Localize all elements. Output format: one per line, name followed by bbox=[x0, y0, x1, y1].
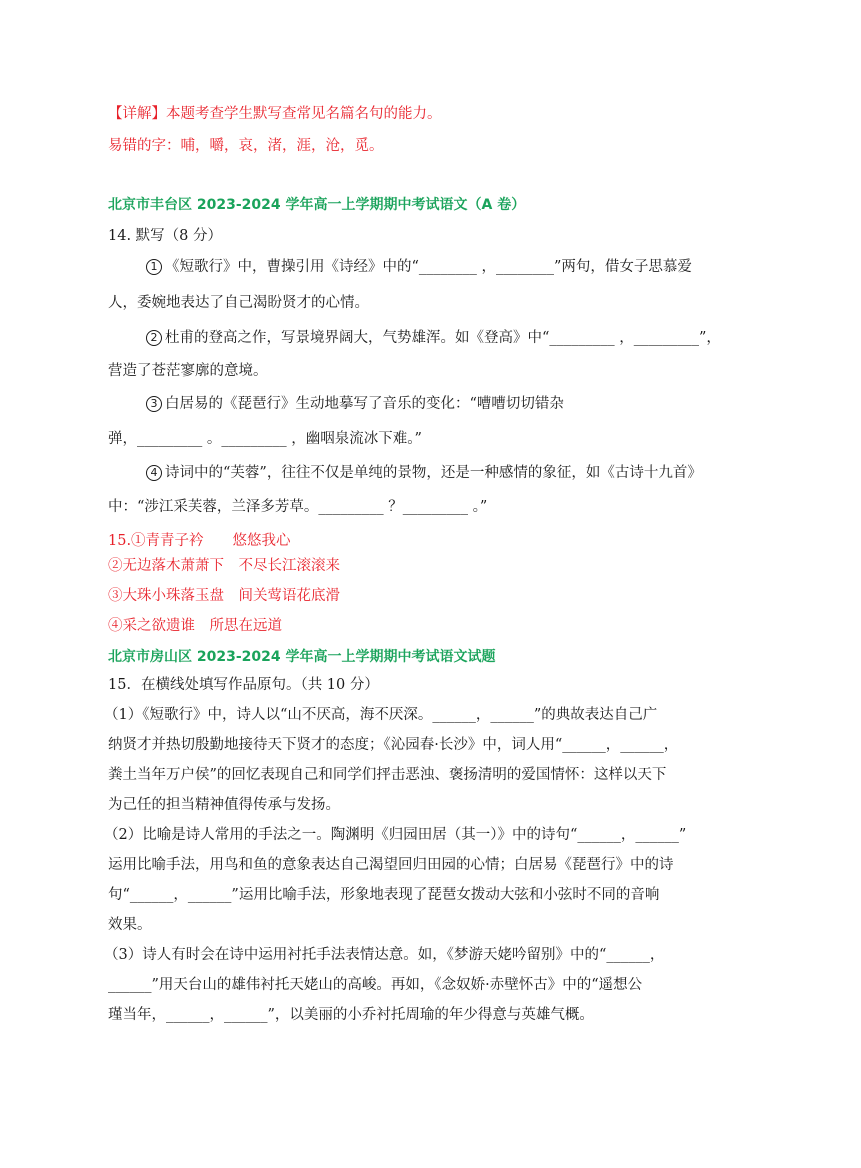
answer-detail: 【详解】本题考查学生默写查常见名篇名句的能力。 bbox=[108, 106, 442, 122]
item-text: 杜甫的登高之作，写景境界阔大，气势雄浑。如《登高》中“_________ ，_________”， bbox=[165, 330, 721, 346]
answer-line-4: ④采之欲遗谁 所思在远道 bbox=[108, 618, 282, 634]
answer-line-2: ②无边落木萧萧下 不尽长江滚滚来 bbox=[108, 558, 340, 574]
item-3-line1 bbox=[146, 394, 564, 414]
passage-line: 运用比喻手法，用鸟和鱼的意象表达自己渴望回归田园的心情；白居易《琵琶行》中的诗 bbox=[108, 857, 674, 873]
answer-error-chars: 易错的字：哺，嚼，哀，渚，涯，沧，觅。 bbox=[108, 138, 384, 154]
item-2-line2: 营造了苍茫寥廓的意境。 bbox=[108, 363, 268, 379]
question-title-15: 15．在横线处填写作品原句。（共 10 分） bbox=[108, 677, 379, 693]
circled-number: 4 bbox=[146, 465, 162, 481]
item-text: 诗词中的“芙蓉”，往往不仅是单纯的景物，还是一种感情的象征，如《古诗十九首》 bbox=[165, 465, 702, 481]
item-2-line1 bbox=[146, 328, 721, 348]
passage-line: 效果。 bbox=[108, 917, 152, 933]
passage-line: 粪土当年万户侯”的回忆表现自己和同学们抨击恶浊、褒扬清明的爱国情怀：这样以天下 bbox=[108, 767, 667, 783]
item-3-line2: 弹，_________ 。_________ ，幽咽泉流冰下难。” bbox=[108, 431, 422, 447]
source-heading-fengtai: 北京市丰台区 2023-2024 学年高一上学期期中考试语文（A 卷） bbox=[108, 197, 526, 213]
item-1-line1 bbox=[146, 257, 692, 277]
question-title-14: 14. 默写（8 分） bbox=[108, 228, 223, 244]
answer-line-1: 15.①青青子衿 悠悠我心 bbox=[108, 533, 291, 549]
circled-number: 1 bbox=[146, 259, 162, 275]
passage-line: ______”用天台山的雄伟衬托天姥山的高峻。再如，《念奴娇·赤壁怀古》中的“遥想公 bbox=[108, 977, 643, 993]
passage-line: （2）比喻是诗人常用的手法之一。陶渊明《归园田居（其一）》中的诗句“______，______” bbox=[104, 827, 687, 843]
item-1-line2: 人，委婉地表达了自己渴盼贤才的心情。 bbox=[108, 295, 369, 311]
item-4-line1 bbox=[146, 463, 702, 483]
answer-line-3: ③大珠小珠落玉盘 间关莺语花底滑 bbox=[108, 588, 340, 604]
circled-number: 3 bbox=[146, 396, 162, 412]
item-text: 白居易的《琵琶行》生动地摹写了音乐的变化：“嘈嘈切切错杂 bbox=[165, 396, 564, 412]
passage-line: 句“______，______”运用比喻手法，形象地表现了琵琶女拨动大弦和小弦时不同的音响 bbox=[108, 887, 660, 903]
source-heading-fangshan: 北京市房山区 2023-2024 学年高一上学期期中考试语文试题 bbox=[108, 649, 496, 665]
passage-line: （3）诗人有时会在诗中运用衬托手法表情达意。如，《梦游天姥吟留别》中的“______， bbox=[104, 947, 665, 963]
circled-number: 2 bbox=[146, 330, 162, 346]
item-text: 《短歌行》中，曹操引用《诗经》中的“________ ，________”两句，借女子思慕爱 bbox=[165, 259, 692, 275]
passage-line: 瑾当年，______，______”，以美丽的小乔衬托周瑜的年少得意与英雄气概。 bbox=[108, 1007, 594, 1023]
passage-line: 纳贤才并热切殷勤地接待天下贤才的态度；《沁园春·长沙》中，词人用“______，______， bbox=[108, 737, 679, 753]
item-4-line2: 中：“涉江采芙蓉，兰泽多芳草。_________ ？_________ 。” bbox=[108, 499, 488, 515]
passage-line: （1）《短歌行》中，诗人以“山不厌高，海不厌深。______，______”的典故表达自己广 bbox=[104, 707, 658, 723]
passage-line: 为己任的担当精神值得传承与发扬。 bbox=[108, 797, 340, 813]
